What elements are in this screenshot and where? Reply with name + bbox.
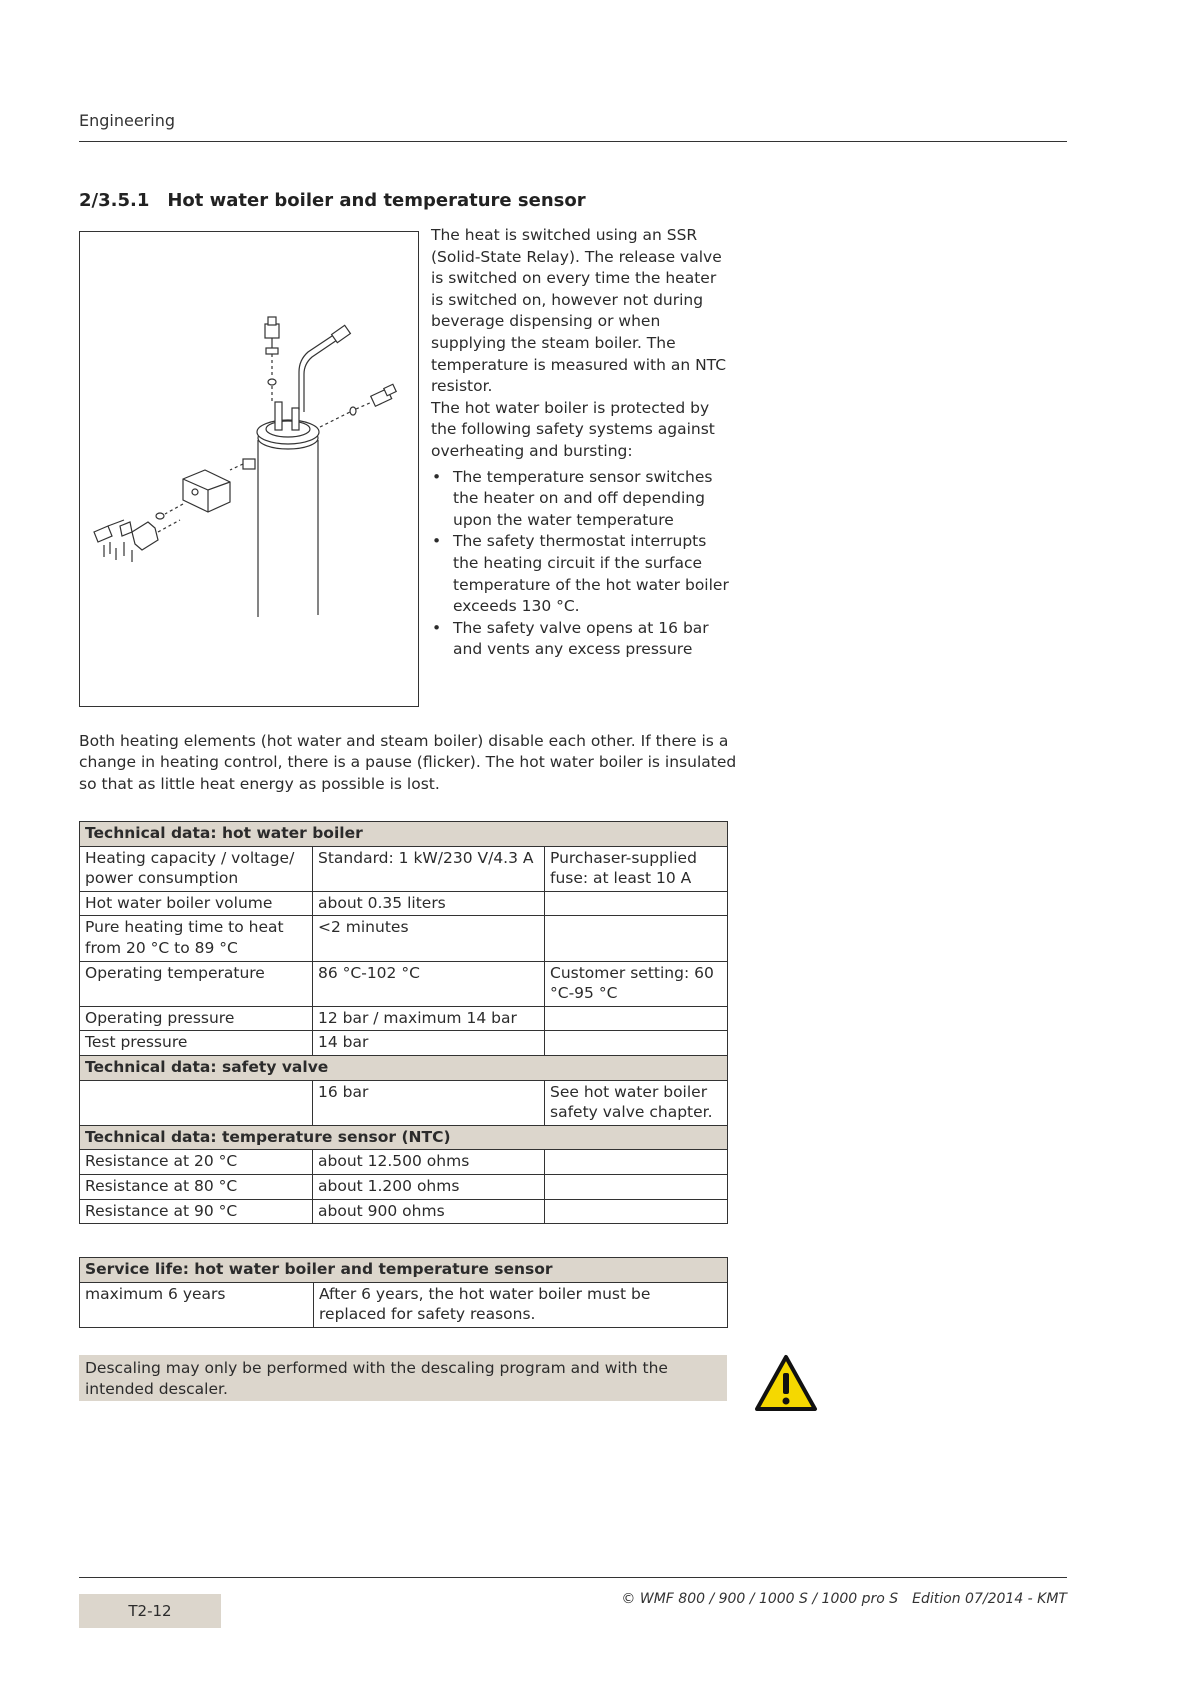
table-cell: about 0.35 liters [313, 891, 545, 916]
table-cell: about 12.500 ohms [313, 1150, 545, 1175]
table-cell [545, 1031, 728, 1056]
table-cell: about 900 ohms [313, 1199, 545, 1224]
table-cell: Standard: 1 kW/230 V/4.3 A [313, 846, 545, 891]
footer-copyright: © WMF 800 / 900 / 1000 S / 1000 pro S [621, 1591, 899, 1607]
table-cell: Pure heating time to heat from 20 °C to 89 °C [80, 916, 313, 961]
intro-text [431, 225, 731, 661]
table-cell [545, 1006, 728, 1031]
table-cell [80, 1080, 313, 1125]
table-cell: Hot water boiler volume [80, 891, 313, 916]
table-row [80, 891, 728, 916]
boiler-exploded-view [80, 232, 418, 706]
intro-paragraph-2: The hot water boiler is protected by the following safety systems against overheating and bursting: [431, 398, 715, 460]
table-cell: Resistance at 90 °C [80, 1199, 313, 1224]
table-cell: Customer setting: 60 °C-95 °C [545, 961, 728, 1006]
list-item: • The temperature sensor switches the heater on and off depending upon the water temperature [431, 467, 731, 532]
table-header: Technical data: safety valve [80, 1055, 728, 1080]
table-header: Technical data: hot water boiler [80, 822, 728, 847]
list-item: • The safety valve opens at 16 bar and vents any excess pressure [431, 618, 731, 661]
table-row [80, 1150, 728, 1175]
table-cell: Operating temperature [80, 961, 313, 1006]
table-cell [545, 891, 728, 916]
header-rule [79, 141, 1067, 142]
table-cell: After 6 years, the hot water boiler must be replaced for safety reasons. [314, 1282, 728, 1327]
table-cell: <2 minutes [313, 916, 545, 961]
header-label: Engineering [79, 111, 175, 130]
table-row [80, 1174, 728, 1199]
page-number: T2-12 [79, 1594, 221, 1628]
body-paragraph: Both heating elements (hot water and steam boiler) disable each other. If there is a change in heating control, there is a pause (flicker). The hot water boiler is insulated so that as little heat energy as possible is lost. [79, 732, 737, 793]
table-row [80, 1031, 728, 1056]
table-cell: Purchaser-supplied fuse: at least 10 A [545, 846, 728, 891]
intro-paragraph: The heat is switched using an SSR (Solid-State Relay). The release valve is switched on every time the heater is switched on, however not during beverage dispensing or when supplying the steam boiler. The temperature is measured with an NTC resistor. [431, 226, 727, 396]
table-row [80, 1080, 728, 1125]
table-cell [545, 1150, 728, 1175]
table-header: Service life: hot water boiler and temperature sensor [80, 1258, 728, 1283]
table-cell: Resistance at 80 °C [80, 1174, 313, 1199]
table-header: Technical data: temperature sensor (NTC) [80, 1125, 728, 1150]
table-cell [545, 1174, 728, 1199]
table-row [80, 1199, 728, 1224]
technical-data-table [79, 821, 728, 1224]
table-cell: 86 °C-102 °C [313, 961, 545, 1006]
footer-rule [79, 1577, 1067, 1578]
warning-triangle-icon [754, 1354, 818, 1412]
boiler-diagram [79, 231, 419, 707]
table-row [80, 846, 728, 891]
table-cell: See hot water boiler safety valve chapter. [545, 1080, 728, 1125]
table-cell: maximum 6 years [80, 1282, 314, 1327]
footer-edition: Edition 07/2014 - KMT [912, 1591, 1067, 1607]
table-cell [545, 916, 728, 961]
section-title [79, 190, 586, 211]
table-cell: Test pressure [80, 1031, 313, 1056]
table-row [80, 961, 728, 1006]
table-cell: Heating capacity / voltage/ power consumption [80, 846, 313, 891]
service-life-table [79, 1257, 728, 1328]
table-row [80, 916, 728, 961]
section-number: 2/3.5.1 [79, 190, 150, 211]
table-cell: 12 bar / maximum 14 bar [313, 1006, 545, 1031]
table-cell: 16 bar [313, 1080, 545, 1125]
table-cell [545, 1199, 728, 1224]
table-cell: 14 bar [313, 1031, 545, 1056]
descaling-note: Descaling may only be performed with the descaling program and with the intended descaler. [79, 1355, 727, 1401]
list-item: • The safety thermostat interrupts the heating circuit if the surface temperature of the hot water boiler exceeds 130 °C. [431, 531, 731, 617]
table-cell: Operating pressure [80, 1006, 313, 1031]
table-cell: about 1.200 ohms [313, 1174, 545, 1199]
safety-list [431, 467, 731, 661]
section-title-text: Hot water boiler and temperature sensor [167, 190, 586, 211]
table-row [80, 1282, 728, 1327]
table-cell: Resistance at 20 °C [80, 1150, 313, 1175]
table-row [80, 1006, 728, 1031]
footer-info [621, 1591, 1067, 1607]
